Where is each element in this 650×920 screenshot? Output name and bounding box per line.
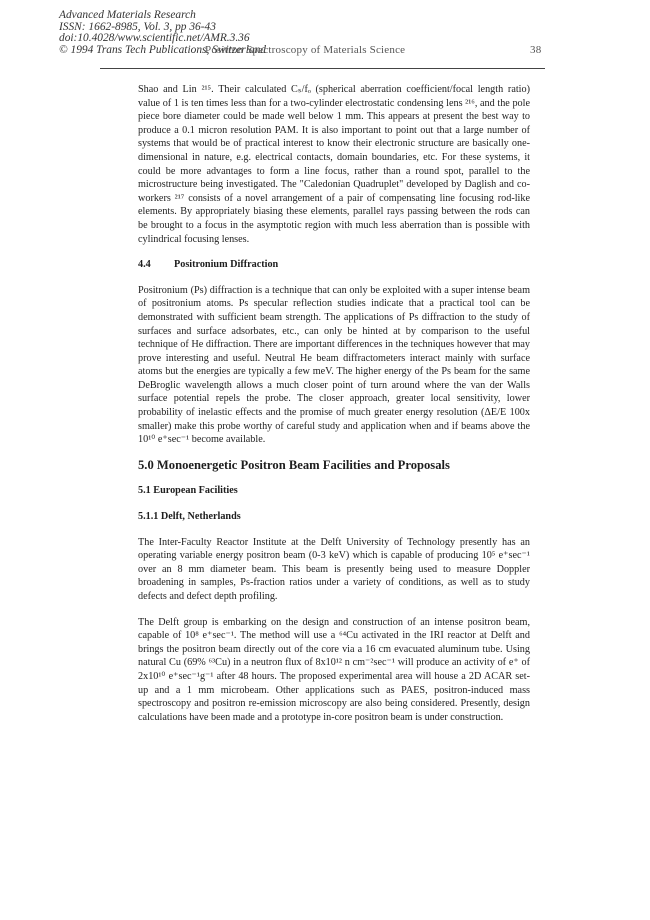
copyright-line: © 1994 Trans Tech Publications, Switzerland	[59, 43, 266, 56]
running-head	[205, 44, 542, 56]
paragraph-delft-intense-beam: The Delft group is embarking on the design and construction of an intense positron beam, capable of 10⁸ e⁺sec⁻¹. The method will use a ⁶⁴Cu activated in the IRI reactor at Delft and brings the positron beam directly out of the core via a 16 cm evacuated aluminum tube. Using natural Cu (69% ⁶³Cu) in a neutron flux of 8x10¹² n cm⁻²sec⁻¹ will produce an activity of e⁺ of 2x10¹⁰ e⁺sec⁻¹g⁻¹ after 48 hours. The proposed experimental area will house a 2D ACAR set-up and a 1 mm microbeam. Other applications such as PAES, positron-induced mass spectroscopy and positron re-emission microscopy are also being considered. Presently, design calculations have been made and a prototype in-core positron beam is under construction.	[138, 616, 530, 723]
body-text	[138, 83, 530, 736]
section-4-4-title: Positronium Diffraction	[174, 259, 279, 271]
section-4-4-number: 4.4	[138, 259, 151, 271]
header-rule	[100, 68, 545, 69]
section-5-0-heading: 5.0 Monoenergetic Positron Beam Facilities and Proposals	[138, 457, 450, 472]
paragraph-delft-beam: The Inter-Faculty Reactor Institute at the Delft University of Technology presently has an operating variable energy positron beam (0-3 keV) which is capable of producing 10⁵ e⁺sec⁻¹ over an 8 mm diameter beam. This beam is presently being used to measure Doppler broadening in samples, Ps-fraction ratios under a variety of conditions, as well as to study defects and defect depth profiling.	[138, 536, 530, 602]
section-4-4-heading	[138, 258, 530, 272]
journal-name: Advanced Materials Research	[59, 9, 196, 21]
doi-line: doi:10.4028/www.scientific.net/AMR.3.36	[59, 32, 250, 45]
section-5-1-1-heading: 5.1.1 Delft, Netherlands	[138, 511, 241, 523]
section-5-1-heading: 5.1 European Facilities	[138, 485, 238, 497]
issn-line: ISSN: 1662-8985, Vol. 3, pp 36-43	[59, 20, 216, 33]
paragraph-lens-aberration: Shao and Lin ²¹⁵. Their calculated Cₛ/fₒ (spherical aberration coefficient/focal length ratio) value of 1 is ten times less than for a two-cylinder electrostatic condensing lens ²¹⁶, and the pole piece bore diameter could be made well below 1 mm. This appears at present the best way to produce a 0.1 micron resolution PAM. It is also important to point out that a large number of systems that would be of practical interest to know their electronic structure are basically one-dimensional in nature, e.g. electrical contacts, domain boundaries, etc. For these systems, it could be more advantages to form a line focus, rather than a round spot, parallel to the microstructure being investigated. The "Caledonian Quadruplet" developed by Daglish and co-workers ²¹⁷ consists of a novel arrangement of a pair of compensating line focusing rod-like elements. By appropriately biasing these elements, parallel rays passing between the rods can be brought to a focus in the asymptotic region with much less aberration than is possible with cylindrical focusing lenses.	[138, 84, 530, 245]
paragraph-positronium-diffraction: Positronium (Ps) diffraction is a technique that can only be exploited with a super intense beam of positronium atoms. Ps specular reflection studies indicate that a practical tool can be demonstrated with sufficient beam strength. The applications of Ps diffraction to the study of surfaces and surface adsorbates, etc., can only be hinted at by comparison to the useful technique of He diffraction. There are important differences in the techniques however that may prove interesting and useful. Neutral He beam diffractometers interact mainly with surface atoms but the energies are typically a few meV. The higher energy of the Ps beam for the same DeBroglic wavelength allows a much closer point of turn around where the van der Walls surface potential repels the probe. The closer approach, greater local sensitivity, lower probability of inelastic effects and the promise of much greater energy resolution (ΔE/E 100x smaller) make this probe worthy of careful study and application when and if beams above the 10¹⁰ e⁺sec⁻¹ become available.	[138, 284, 530, 446]
page-number: 38	[530, 44, 542, 56]
running-head-title: Positron Spectroscopy of Materials Science	[205, 44, 406, 56]
